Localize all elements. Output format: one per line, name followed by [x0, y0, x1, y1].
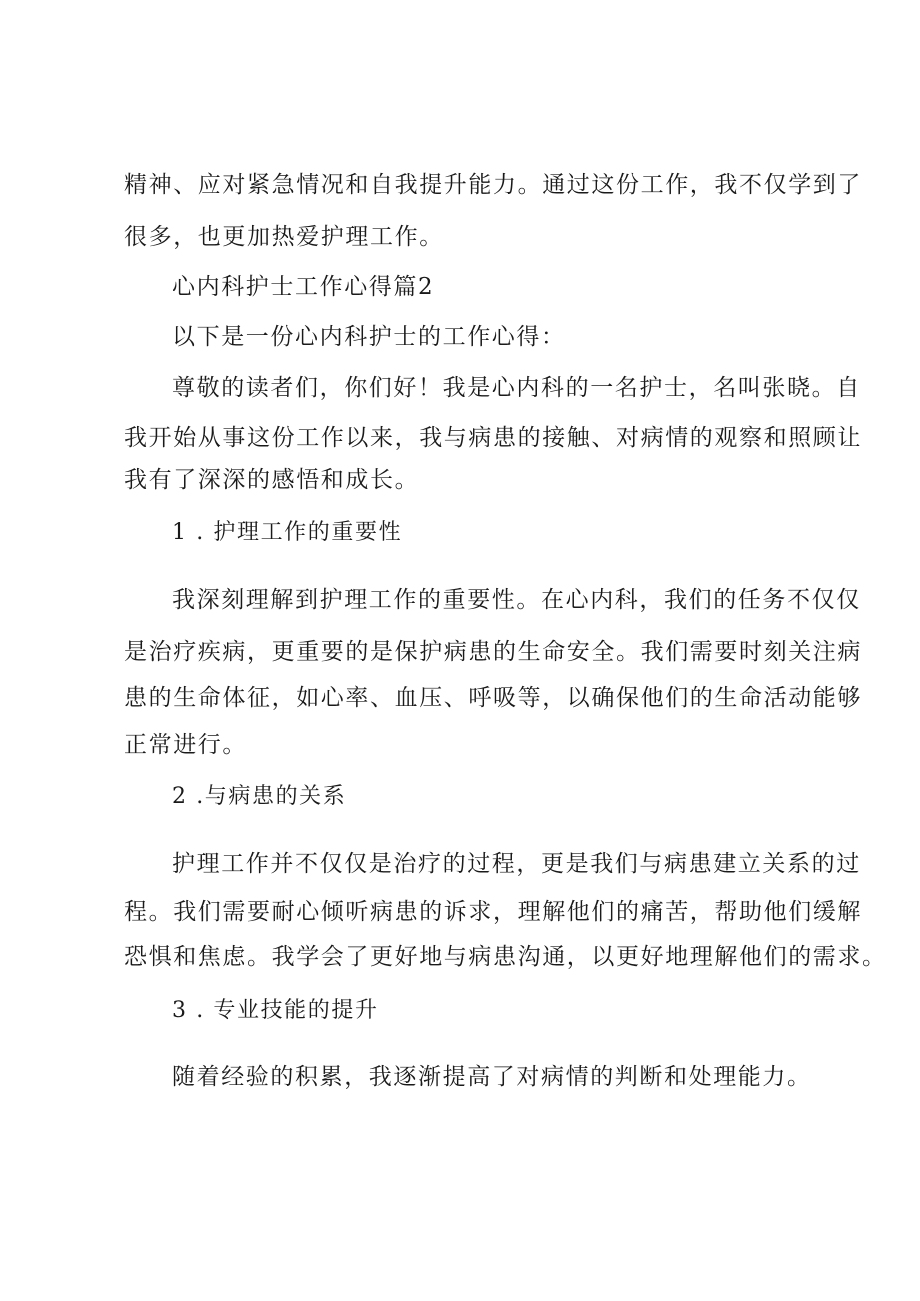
greeting-line-1: 尊敬的读者们，你们好！我是心内科的一名护士，名叫张晓。自: [172, 375, 861, 401]
section-heading-2: 2 .与病患的关系: [172, 784, 347, 809]
section-1-line-3: 患的生命体征，如心率、血压、呼吸等，以确保他们的生命活动能够: [124, 685, 862, 711]
section-2-line-2: 程。我们需要耐心倾听病患的诉求，理解他们的痛苦，帮助他们缓解: [124, 899, 862, 925]
section-heading-1: 1 . 护理工作的重要性: [172, 520, 403, 545]
intro-line-1: 精神、应对紧急情况和自我提升能力。通过这份工作，我不仅学到了: [124, 172, 862, 198]
section-2-line-1: 护理工作并不仅仅是治疗的过程，更是我们与病患建立关系的过: [172, 851, 861, 877]
lead-sentence: 以下是一份心内科护士的工作心得：: [172, 324, 566, 350]
section-3-line-1: 随着经验的积累，我逐渐提高了对病情的判断和处理能力。: [172, 1064, 812, 1090]
intro-line-2: 很多，也更加热爱护理工作。: [124, 224, 444, 250]
section-heading-3: 3 . 专业技能的提升: [172, 998, 379, 1023]
greeting-line-2: 我开始从事这份工作以来，我与病患的接触、对病情的观察和照顾让: [124, 425, 862, 451]
article-title: 心内科护士工作心得篇2: [172, 274, 435, 300]
section-1-line-2: 是治疗疾病，更重要的是保护病患的生命安全。我们需要时刻关注病: [124, 639, 862, 665]
section-1-line-4: 正常进行。: [124, 732, 247, 758]
section-2-line-3: 恐惧和焦虑。我学会了更好地与病患沟通，以更好地理解他们的需求。: [124, 944, 887, 970]
greeting-line-3: 我有了深深的感悟和成长。: [124, 467, 420, 493]
section-1-line-1: 我深刻理解到护理工作的重要性。在心内科，我们的任务不仅仅: [172, 587, 861, 613]
